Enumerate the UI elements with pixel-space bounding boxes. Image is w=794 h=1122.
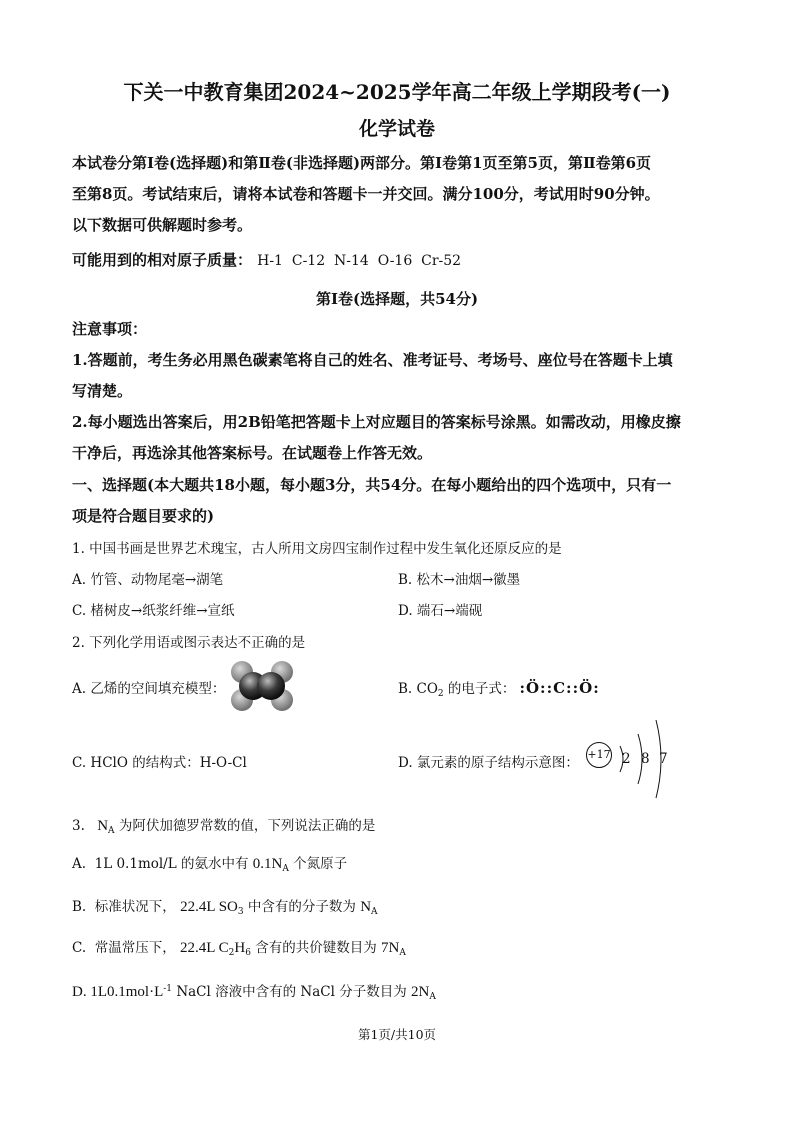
chlorine-atom-diagram xyxy=(586,742,612,768)
q3-c-mid: 含有的共价键数目为 xyxy=(250,940,382,956)
q3-d-sup: -1 xyxy=(163,984,173,994)
q3-b-na: N xyxy=(360,899,372,915)
q2-b-suffix: 的电子式： xyxy=(443,681,516,697)
q3-option-b xyxy=(72,895,378,917)
q3-a-sub: A xyxy=(282,864,289,874)
q3-b-sub: 3 xyxy=(237,907,244,917)
shell-1-count: 2 xyxy=(622,751,631,767)
q1-option-a: A. 竹管、动物尾毫→湖笔 xyxy=(72,572,224,588)
q3-option-a xyxy=(72,852,347,874)
q3-option-d xyxy=(72,980,436,1002)
q3-a-value: 0.1N xyxy=(252,856,283,872)
note1-line-2: 写清楚。 xyxy=(72,382,133,400)
q3-c-answer-sub: A xyxy=(399,948,406,958)
intro-line-3: 以下数据可供解题时参考。 xyxy=(72,216,253,234)
q3-b-value: 22.4L SO xyxy=(180,899,238,915)
atomic-mass-values: H-1 C-12 N-14 O-16 Cr-52 xyxy=(257,253,462,269)
q3-na-sub: A xyxy=(108,826,115,836)
atomic-mass-row xyxy=(72,249,461,270)
q3-na: N xyxy=(97,818,109,834)
q3-d-mid: NaCl 溶液中含有的 NaCl 分子数目为 xyxy=(172,984,412,1000)
atomic-mass-label: 可能用到的相对原子质量： xyxy=(72,251,253,269)
q2-stem: 2. 下列化学用语或图示表达不正确的是 xyxy=(72,635,306,651)
q2-option-c: C. HClO 的结构式：H-O-Cl xyxy=(72,755,247,771)
exam-subtitle: 化学试卷 xyxy=(358,118,435,140)
shell-2-count: 8 xyxy=(641,751,650,767)
q3-stem-text: 为阿伏加德罗常数的值，下列说法正确的是 xyxy=(114,818,376,834)
notes-heading: 注意事项： xyxy=(72,320,148,338)
q2-option-b xyxy=(398,677,600,699)
nucleus-circle: +17 xyxy=(586,742,612,768)
exam-title: 下关一中教育集团2024~2025学年高二年级上学期段考(一) xyxy=(123,80,671,104)
q3-c-answer: 7N xyxy=(381,940,400,956)
note2-line-2: 干净后，再选涂其他答案标号。在试题卷上作答无效。 xyxy=(72,444,433,462)
part1-line-1: 一、选择题(本大题共18小题，每小题3分，共54分。在每小题给出的四个选项中，只有一 xyxy=(72,476,672,494)
q3-option-c xyxy=(72,936,406,958)
q3-c-sub2: 6 xyxy=(245,948,251,958)
q3-a-suffix: 个氮原子 xyxy=(288,856,348,872)
page-footer: 第1页/共10页 xyxy=(357,1027,437,1042)
q1-option-b: B. 松木→油烟→徽墨 xyxy=(398,572,521,588)
shell-3-count: 7 xyxy=(659,751,668,767)
q1-option-c: C. 楮树皮→纸浆纤维→宣纸 xyxy=(72,603,235,619)
q2-option-d: D. 氯元素的原子结构示意图： xyxy=(398,755,579,771)
q3-b-na-sub: A xyxy=(371,907,378,917)
q3-c-sub1: 2 xyxy=(228,948,235,958)
ethylene-space-filling-model-icon xyxy=(230,660,294,712)
q1-option-d: D. 端石→端砚 xyxy=(398,603,483,619)
part1-line-2: 项是符合题目要求的) xyxy=(72,507,215,525)
q3-number: 3. xyxy=(72,818,85,834)
intro-line-2: 至第8页。考试结束后，请将本试卷和答题卡一并交回。满分100分，考试用时90分钟。 xyxy=(72,185,660,203)
q2-b-prefix: B. CO xyxy=(398,681,438,697)
note2-line-1: 2.每小题选出答案后，用2B铅笔把答题卡上对应题目的答案标号涂黑。如需改动，用橡皮擦 xyxy=(72,413,681,431)
q2-option-a: A. 乙烯的空间填充模型： xyxy=(72,681,226,697)
note1-line-1: 1.答题前，考生务必用黑色碳素笔将自己的姓名、准考证号、考场号、座位号在答题卡上填 xyxy=(72,351,673,369)
q3-d-prefix: D. 1L0.1mol·L xyxy=(72,984,164,1000)
q3-d-answer-sub: A xyxy=(429,992,436,1002)
section1-title: 第Ⅰ卷(选择题，共54分) xyxy=(315,290,479,308)
q3-c-value: 22.4L C xyxy=(180,940,229,956)
q3-stem xyxy=(72,814,375,836)
q2-b-subscript: 2 xyxy=(437,689,444,699)
co2-electron-formula: :Ö::C::Ö: xyxy=(519,679,600,697)
q3-a-prefix: A. 1L 0.1mol/L 的氨水中有 xyxy=(72,856,253,872)
q3-c-h: H xyxy=(234,940,246,956)
q3-b-prefix: B. 标准状况下， xyxy=(72,899,181,915)
q3-c-prefix: C. 常温常压下， xyxy=(72,940,181,956)
q3-d-answer: 2N xyxy=(411,984,430,1000)
q3-b-mid: 中含有的分子数为 xyxy=(243,899,361,915)
q1-stem: 1. 中国书画是世界艺术瑰宝，古人所用文房四宝制作过程中发生氧化还原反应的是 xyxy=(72,541,562,557)
intro-line-1: 本试卷分第Ⅰ卷(选择题)和第Ⅱ卷(非选择题)两部分。第Ⅰ卷第1页至第5页，第Ⅱ卷第6页 xyxy=(72,154,652,172)
